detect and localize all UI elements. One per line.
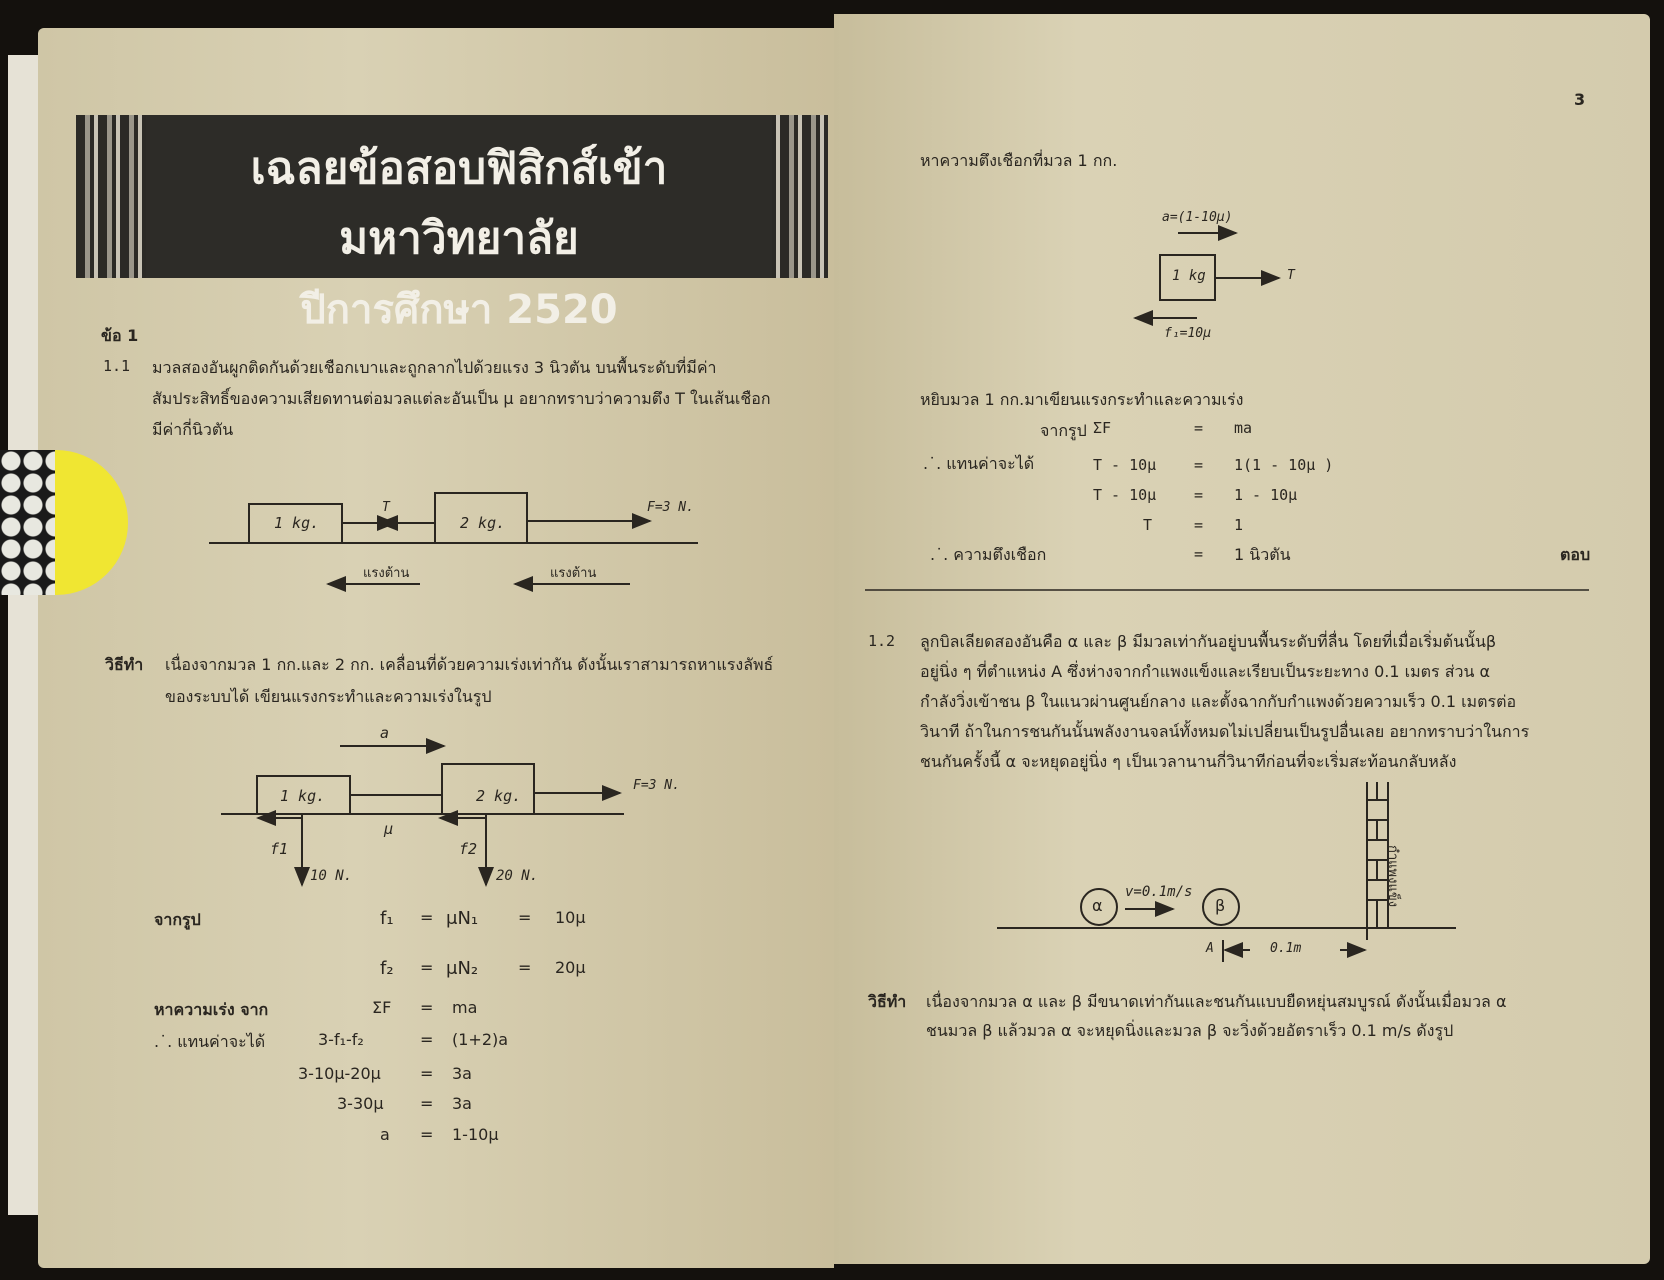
eq-lhs: 3-10μ-20μ: [298, 1064, 381, 1083]
solution-label: วิธีทำ: [868, 992, 907, 1011]
eq-mid: μN₁: [446, 908, 479, 929]
normal1-label: 10 N.: [310, 868, 353, 884]
eq-lhs: T - 10μ: [1093, 486, 1157, 504]
accel-label: a=(1-10μ): [1162, 210, 1233, 225]
eq-label: จากรูป: [154, 910, 201, 929]
eq-rhs: 20μ: [555, 958, 586, 977]
title-line-2: ปีการศึกษา 2520: [300, 287, 618, 333]
eq-sign: =: [1194, 516, 1204, 534]
eq-rhs: 3a: [452, 1064, 472, 1083]
solution-line: ของระบบได้ เขียนแรงกระทำและความเร่งในรูป: [165, 687, 492, 706]
find-tension-text: หาความตึงเชือกที่มวล 1 กก.: [920, 151, 1118, 170]
eq-sign: =: [1194, 486, 1204, 504]
eq-rhs: ma: [1234, 419, 1253, 437]
eq-sign: =: [420, 998, 434, 1017]
q1-2-number: 1.2: [868, 632, 896, 650]
eq-label: หาความเร่ง จาก: [154, 1000, 269, 1019]
box2-label: 2 kg.: [476, 787, 522, 805]
eq-label: .˙. แทนค่าจะได้: [923, 454, 1035, 473]
page-number: 3: [1574, 90, 1586, 109]
eq-rhs: 1(1 - 10μ ): [1234, 456, 1334, 474]
q1-1-line: มวลสองอันผูกติดกันด้วยเชือกเบาและถูกลากไปด้วยแรง 3 นิวตัน บนพื้นระดับที่มีค่า: [152, 358, 717, 377]
eq-mid: μN₂: [446, 958, 479, 979]
eq-sign: =: [1194, 419, 1204, 437]
force-label: F=3 N.: [647, 500, 694, 515]
solution-line: เนื่องจากมวล 1 กก.และ 2 กก. เคลื่อนที่ด้วยความเร่งเท่ากัน ดังนั้นเราสามารถหาแรงลัพธ์: [165, 655, 774, 674]
eq-lhs: T - 10μ: [1093, 456, 1157, 474]
eq-sign: =: [420, 908, 434, 927]
eq-lhs: f₁: [380, 908, 394, 929]
q1-2-line: กำลังวิ่งเข้าชน β ในแนวผ่านศูนย์กลาง และตั้งฉากกับกำแพงด้วยความเร็ว 0.1 เมตรต่อ: [920, 692, 1517, 711]
eq-sign: =: [420, 1094, 434, 1113]
force-label: F=3 N.: [633, 778, 680, 793]
resist-label: แรงต้าน: [550, 566, 597, 581]
eq-sign: =: [420, 1125, 434, 1144]
eq-rhs: 1-10μ: [452, 1125, 499, 1144]
eq-rhs: 1 นิวตัน: [1234, 545, 1291, 564]
eq-sign: =: [518, 908, 532, 927]
eq-lhs: ΣF: [1093, 419, 1112, 437]
q1-2-line: อยู่นิ่ง ๆ ที่ตำแหน่ง A ซึ่งห่างจากกำแพงแข็งและเรียบเป็นระยะทาง 0.1 เมตร ส่วน α: [920, 662, 1491, 681]
q1-1-number: 1.1: [103, 357, 131, 375]
solution-line: ชนมวล β แล้วมวล α จะหยุดนิ่งและมวล β จะวิ่งด้วยอัตราเร็ว 0.1 m/s ดังรูป: [926, 1021, 1454, 1040]
eq-sign: =: [420, 958, 434, 977]
eq-lhs: ΣF: [372, 998, 392, 1017]
eq-label: จากรูป: [1040, 421, 1087, 440]
eq-label: .˙. แทนค่าจะได้: [154, 1032, 266, 1051]
tension-label: T: [382, 500, 390, 515]
beta-label: β: [1215, 896, 1226, 915]
f2-label: f2: [459, 840, 478, 858]
eq-sign: =: [1194, 545, 1204, 563]
velocity-label: v=0.1m/s: [1125, 884, 1193, 900]
eq-lhs: 3-f₁-f₂: [318, 1030, 364, 1049]
box1-label: 1 kg.: [280, 787, 326, 805]
pick-mass-text: หยิบมวล 1 กก.มาเขียนแรงกระทำและความเร่ง: [920, 390, 1244, 409]
alpha-label: α: [1092, 896, 1103, 915]
resist-label: แรงต้าน: [363, 566, 410, 581]
mu-label: μ: [384, 820, 394, 838]
eq-lhs: T: [1143, 516, 1153, 534]
eq-rhs: 3a: [452, 1094, 472, 1113]
eq-lhs: a: [380, 1125, 390, 1144]
eq-rhs: 1 - 10μ: [1234, 486, 1298, 504]
eq-rhs: (1+2)a: [452, 1030, 509, 1049]
eq-rhs: ma: [452, 998, 478, 1017]
box2-label: 2 kg.: [460, 514, 506, 532]
solution-label: วิธีทำ: [105, 655, 144, 674]
q1-1-line: มีค่ากี่นิวตัน: [152, 420, 234, 439]
friction-label: f₁=10μ: [1164, 326, 1211, 341]
question-heading: ข้อ 1: [101, 326, 139, 345]
eq-sign: =: [1194, 456, 1204, 474]
normal2-label: 20 N.: [496, 868, 539, 884]
distance-label: 0.1m: [1270, 941, 1302, 956]
wall-label: กำแพงแข็ง: [1385, 845, 1400, 908]
eq-rhs: 10μ: [555, 908, 586, 927]
eq-rhs: 1: [1234, 516, 1244, 534]
q1-2-line: วินาที ถ้าในการชนกันนั้นพลังงานจลน์ทั้งหมดไม่เปลี่ยนเป็นรูปอื่นเลย อยากทราบว่าในการ: [920, 722, 1530, 741]
eq-lhs: 3-30μ: [337, 1094, 384, 1113]
title-line-1: เฉลยข้อสอบฟิสิกส์เข้ามหาวิทยาลัย: [250, 143, 668, 264]
eq-lhs: f₂: [380, 958, 394, 979]
point-a-label: A: [1206, 941, 1214, 956]
accel-label: a: [380, 724, 390, 742]
solution-line: เนื่องจากมวล α และ β มีขนาดเท่ากันและชนกันแบบยืดหยุ่นสมบูรณ์ ดังนั้นเมื่อมวล α: [926, 992, 1507, 1011]
eq-sign: =: [420, 1030, 434, 1049]
answer-label: ตอบ: [1560, 545, 1591, 564]
eq-sign: =: [420, 1064, 434, 1083]
eq-label: .˙. ความตึงเชือก: [930, 545, 1047, 564]
q1-1-line: สัมประสิทธิ์ของความเสียดทานต่อมวลแต่ละอันเป็น μ อยากทราบว่าความตึง T ในเส้นเชือก: [152, 389, 771, 408]
eq-sign: =: [518, 958, 532, 977]
q1-2-line: ลูกบิลเลียดสองอันคือ α และ β มีมวลเท่ากันอยู่บนพื้นระดับที่ลื่น โดยที่เมื่อเริ่มต้นนั้นβ: [920, 632, 1497, 651]
box1-label: 1 kg.: [274, 514, 320, 532]
f1-label: f1: [270, 840, 289, 858]
q1-2-line: ชนกันครั้งนี้ α จะหยุดอยู่นิ่ง ๆ เป็นเวลานานกี่วินาทีก่อนที่จะเริ่มสะท้อนกลับหลัง: [920, 752, 1457, 771]
tension-label: T: [1287, 268, 1295, 283]
box-label: 1 kg: [1172, 268, 1206, 284]
